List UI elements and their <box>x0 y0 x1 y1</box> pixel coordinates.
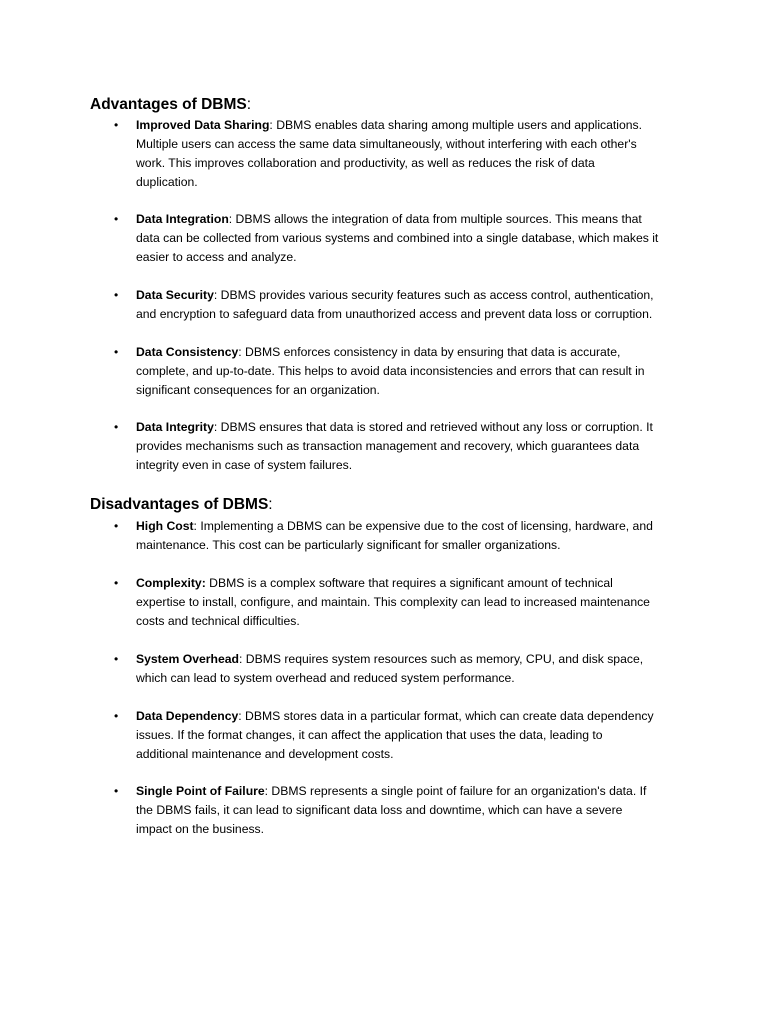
list-item-first-line <box>136 116 684 135</box>
list-item <box>114 782 684 839</box>
list-item-text <box>136 210 684 267</box>
list-item-line: DBMS allows the integration of data from multiple sources. This means that <box>232 212 642 226</box>
list-item-term: Single Point of Failure <box>136 784 265 798</box>
disadvantages-heading-colon: : <box>268 496 273 513</box>
list-item-line: DBMS is a complex software that requires a significant amount of technical <box>205 576 613 590</box>
list-item-term: Improved Data Sharing <box>136 118 270 132</box>
bullet-icon: • <box>114 519 119 533</box>
list-item-line: DBMS represents a single point of failure for an organization's data. If <box>268 784 647 798</box>
advantages-heading <box>90 95 251 115</box>
list-item-line: DBMS enforces consistency in data by ensuring that data is accurate, <box>241 345 621 359</box>
list-item-sep: : <box>193 519 197 533</box>
list-item-term: High Cost <box>136 519 194 533</box>
list-item <box>114 707 684 764</box>
list-item-text <box>136 418 684 475</box>
list-item-text <box>136 650 684 688</box>
list-item-line: data can be collected from various systems and combined into a single database, which makes it <box>136 231 659 245</box>
list-item-term: System Overhead <box>136 652 239 666</box>
list-item-first-line <box>136 418 684 437</box>
list-item-sep: : <box>213 420 218 434</box>
list-item-line: DBMS ensures that data is stored and retrieved without any loss or corruption. It <box>217 420 653 434</box>
list-item-line: easier to access and analyze. <box>136 250 297 264</box>
bullet-icon: • <box>114 212 119 226</box>
list-item-first-line <box>136 782 684 801</box>
list-item-text <box>136 343 684 400</box>
list-item-first-line <box>136 650 684 669</box>
list-item-term: Data Security <box>136 288 214 302</box>
list-item-line: integrity even in case of system failures. <box>136 458 353 472</box>
bullet-icon: • <box>114 288 119 302</box>
list-item-term: Data Integrity <box>136 420 214 434</box>
advantages-heading-text: Advantages of DBMS <box>90 96 247 113</box>
list-item <box>114 574 684 631</box>
list-item <box>114 210 684 267</box>
list-item-text <box>136 782 684 839</box>
bullet-icon: • <box>114 709 119 723</box>
list-item-line: the DBMS fails, it can lead to significant data loss and downtime, which can have a severe <box>136 803 623 817</box>
disadvantages-heading-text: Disadvantages of DBMS <box>90 496 269 513</box>
advantages-heading-colon: : <box>246 96 252 113</box>
list-item-line: Multiple users can access the same data simultaneously, without interfering with each other's <box>136 137 637 151</box>
list-item <box>114 418 684 475</box>
list-item-sep: : <box>228 212 233 226</box>
list-item-line: significant consequences for an organization. <box>136 383 380 397</box>
list-item-term: Complexity: <box>136 576 206 590</box>
list-item-term: Data Dependency <box>136 709 239 723</box>
list-item-line: provides mechanisms such as transaction management and recovery, which guarantees data <box>136 439 640 453</box>
list-item-line: additional maintenance and development costs. <box>136 747 394 761</box>
list-item-first-line <box>136 574 684 593</box>
bullet-icon: • <box>114 652 119 666</box>
list-item-first-line <box>136 343 684 362</box>
list-item-line: duplication. <box>136 175 198 189</box>
list-item-line: which can lead to system overhead and reduced system performance. <box>136 671 515 685</box>
list-item-sep: : <box>264 784 269 798</box>
list-item-sep: : <box>238 709 242 723</box>
list-item-line: issues. If the format changes, it can affect the application that uses the data, leading to <box>136 728 603 742</box>
list-item-line: costs and technical difficulties. <box>136 614 300 628</box>
list-item-line: Implementing a DBMS can be expensive due to the cost of licensing, hardware, and <box>196 519 653 533</box>
list-item-line: expertise to install, configure, and maintain. This complexity can lead to increased maintenance <box>136 595 650 609</box>
bullet-icon: • <box>114 420 119 434</box>
list-item <box>114 343 684 400</box>
list-item <box>114 286 684 324</box>
list-item-term: Data Integration <box>136 212 229 226</box>
list-item-line: maintenance. This cost can be particularly significant for smaller organizations. <box>136 538 561 552</box>
list-item <box>114 650 684 688</box>
list-item-sep: : <box>238 345 242 359</box>
disadvantages-heading <box>90 495 273 515</box>
list-item-line: DBMS stores data in a particular format, which can create data dependency <box>241 709 654 723</box>
list-item-line: and encryption to safeguard data from unauthorized access and prevent data loss or corruption. <box>136 307 653 321</box>
list-item <box>114 116 684 192</box>
list-item-sep: : <box>213 288 218 302</box>
list-item-first-line <box>136 286 684 305</box>
list-item-term: Data Consistency <box>136 345 239 359</box>
list-item-sep: : <box>238 652 243 666</box>
list-item-line: impact on the business. <box>136 822 265 836</box>
list-item-text <box>136 707 684 764</box>
list-item-line: DBMS provides various security features such as access control, authentication, <box>217 288 654 302</box>
list-item-line: work. This improves collaboration and productivity, as well as reduces the risk of data <box>136 156 595 170</box>
list-item-first-line <box>136 517 684 536</box>
bullet-icon: • <box>114 118 119 132</box>
list-item-line: DBMS enables data sharing among multiple users and applications. <box>272 118 643 132</box>
list-item-line: DBMS requires system resources such as memory, CPU, and disk space, <box>242 652 644 666</box>
list-item-line: complete, and up-to-date. This helps to avoid data inconsistencies and errors that can result in <box>136 364 645 378</box>
list-item <box>114 517 684 555</box>
bullet-icon: • <box>114 576 119 590</box>
list-item-text <box>136 116 684 192</box>
list-item-text <box>136 286 684 324</box>
list-item-sep: : <box>269 118 273 132</box>
list-item-text <box>136 574 684 631</box>
list-item-text <box>136 517 684 555</box>
list-item-first-line <box>136 210 684 229</box>
bullet-icon: • <box>114 784 119 798</box>
bullet-icon: • <box>114 345 119 359</box>
list-item-first-line <box>136 707 684 726</box>
